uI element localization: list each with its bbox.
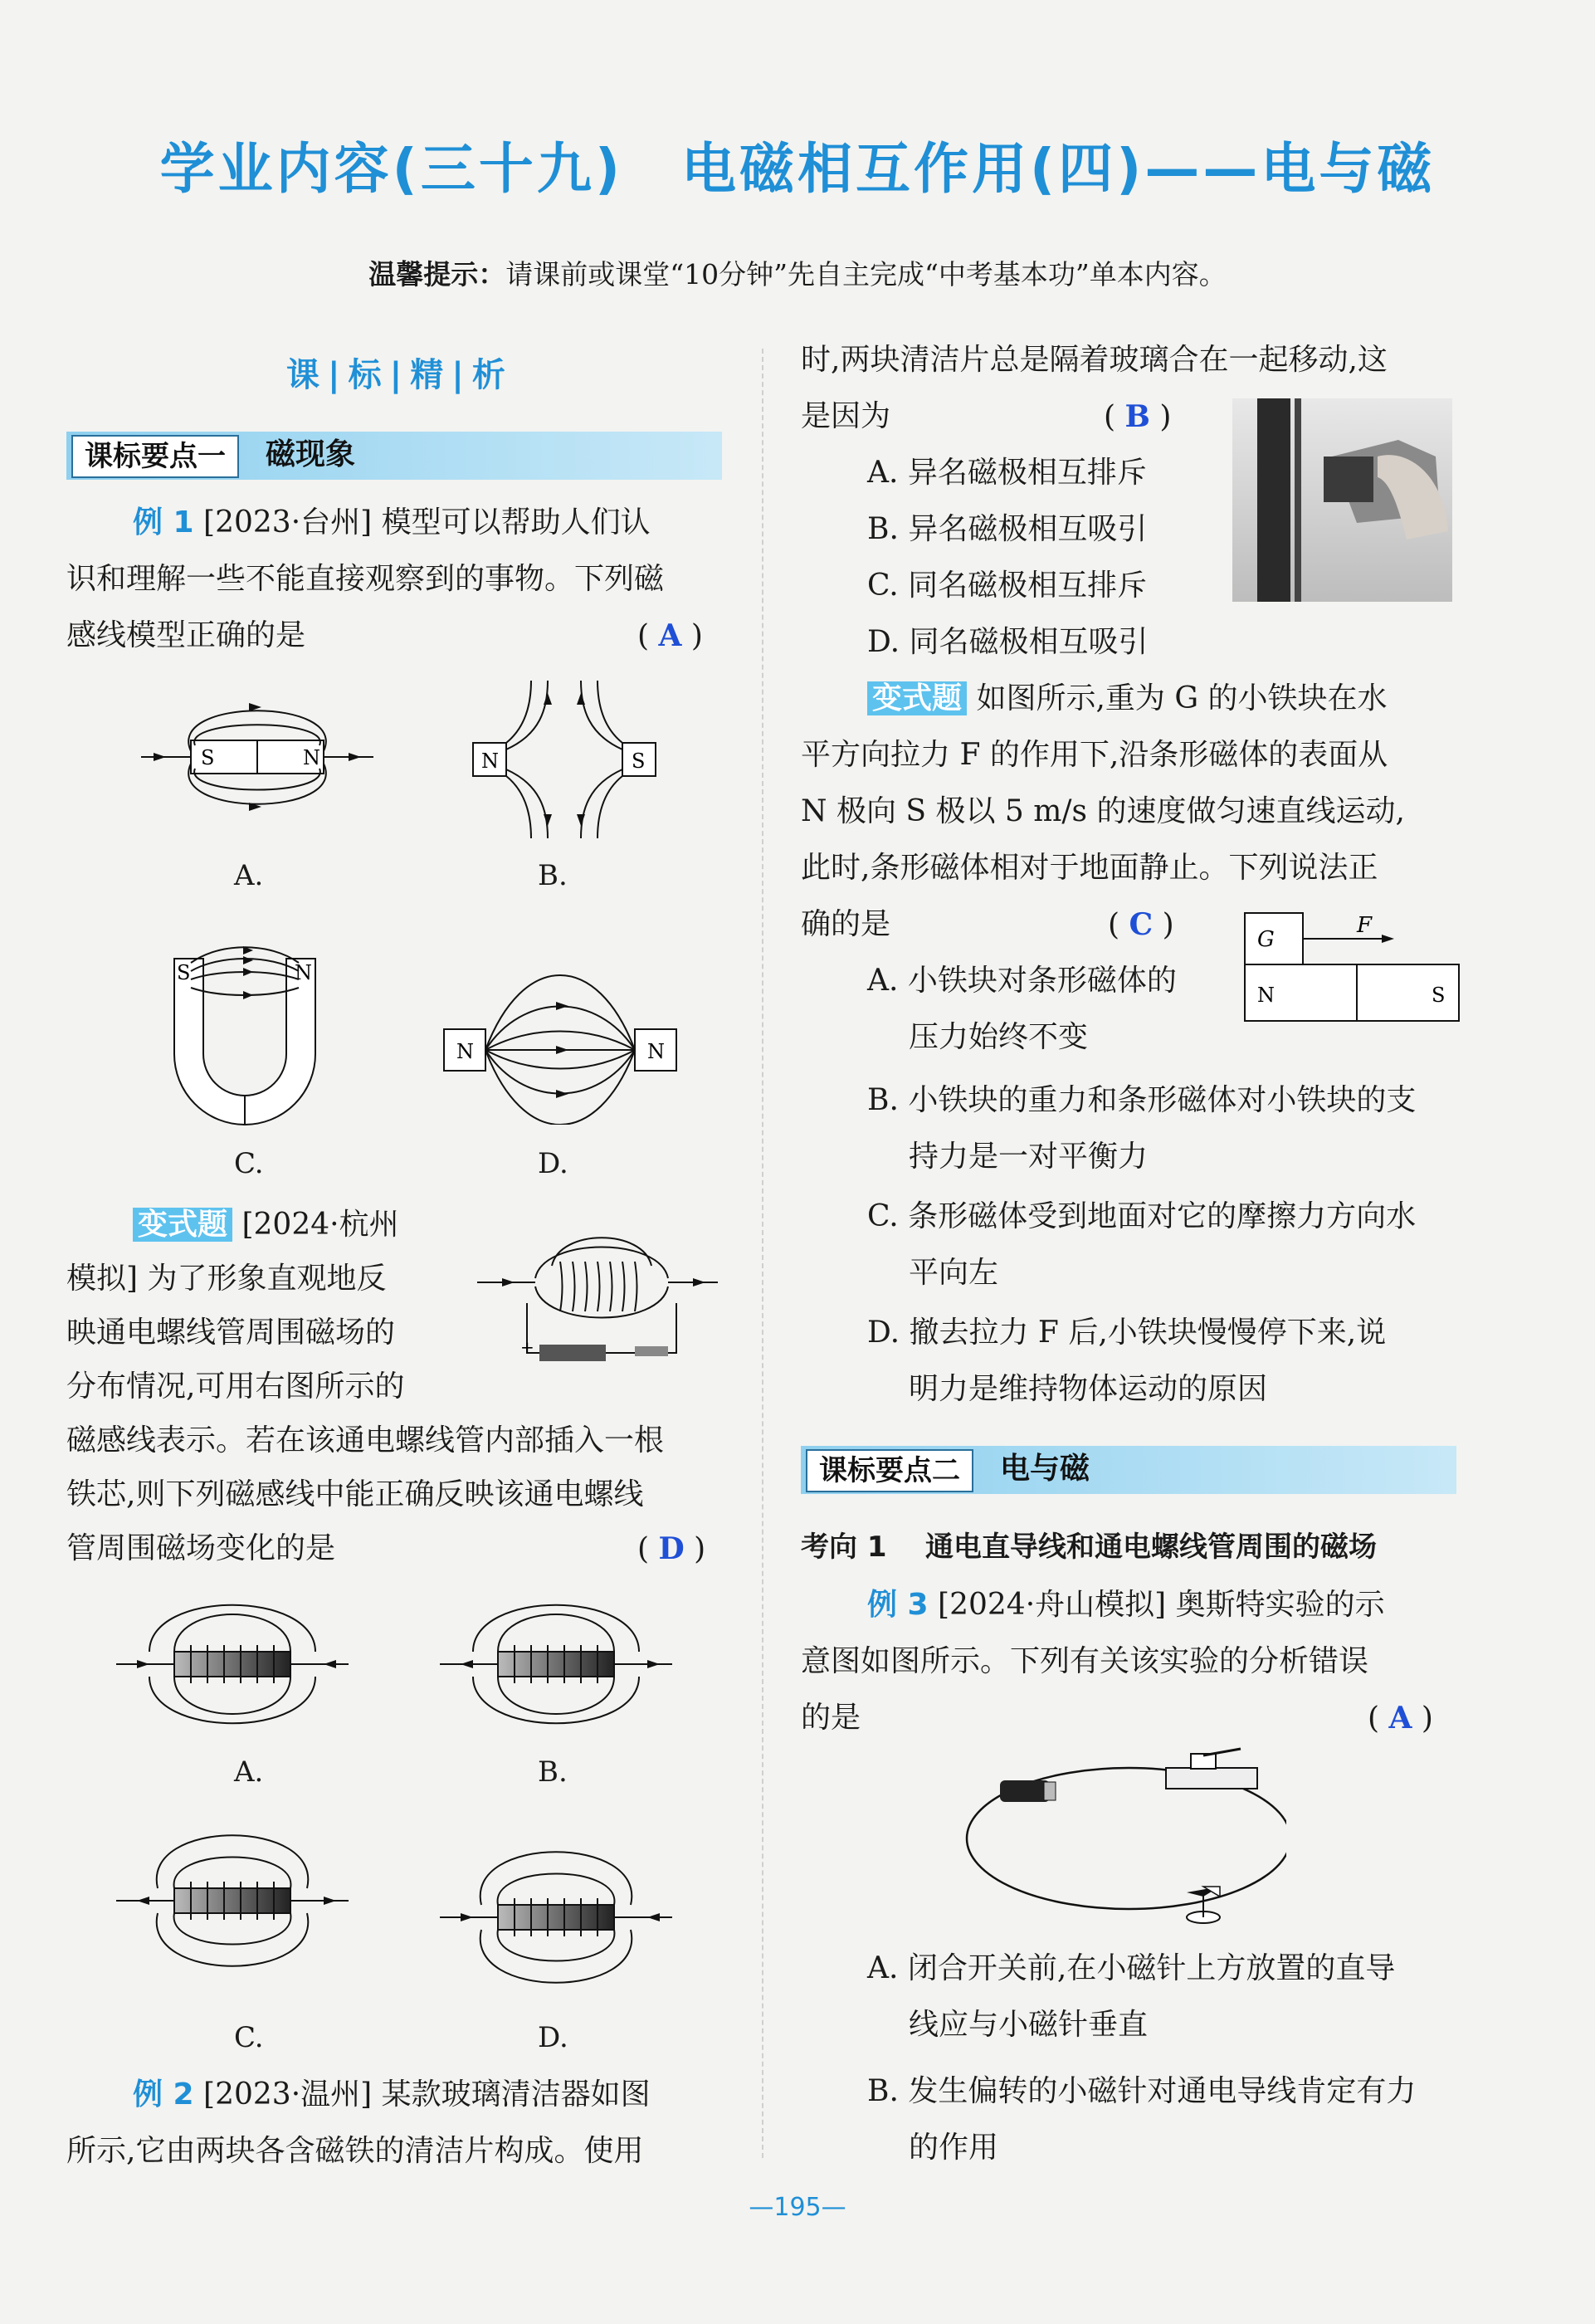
photo-glass-cleaner	[1232, 398, 1452, 602]
example-1-line-2: 识和理解一些不能直接观察到的事物。下列磁	[66, 562, 665, 596]
option-label: C.	[234, 2021, 264, 2054]
force-label: F	[1357, 913, 1373, 938]
text-line: [2023·台州] 模型可以帮助人们认	[203, 505, 651, 540]
band-value: 电与磁	[1000, 1452, 1090, 1486]
kaoxiang-text: 通电直导线和通电螺线管周围的磁场	[925, 1531, 1377, 1564]
text-line: [2024·杭州	[241, 1208, 399, 1242]
weight-label: G	[1257, 927, 1275, 952]
option-b-line-2: 持力是一对平衡力	[909, 1140, 1149, 1174]
option-label: A.	[234, 1755, 264, 1789]
answer: A	[658, 618, 682, 653]
variant-2-line-3: N 极向 S 极以 5 m/s 的速度做匀速直线运动,	[801, 794, 1405, 828]
variant-tag: 变式题	[133, 1208, 232, 1242]
example-1-line-1	[133, 495, 651, 551]
example-3-line-2: 意图如图所示。下列有关该实验的分析错误	[801, 1644, 1369, 1678]
option-a: A. 异名磁极相互排斥	[867, 456, 1147, 490]
example-2-line-2: 所示,它由两块各含磁铁的清洁片构成。使用	[66, 2134, 644, 2168]
pole-label: N	[303, 746, 320, 769]
pole-label: N	[456, 1040, 474, 1063]
option-a-line-1: A. 小铁块对条形磁体的	[867, 964, 1177, 998]
section-band-1	[66, 432, 722, 480]
option-d-line-1: D. 撤去拉力 F 后,小铁块慢慢停下来,说	[867, 1316, 1387, 1350]
page-title: 学业内容(三十九) 电磁相互作用(四)——电与磁	[159, 137, 1436, 201]
variant-1-line-7: 管周围磁场变化的是	[66, 1531, 336, 1565]
section-band-2	[801, 1446, 1456, 1494]
option-a-line-2: 线应与小磁针垂直	[909, 2008, 1149, 2042]
column-divider	[762, 349, 763, 2158]
figure-v1a-solenoid	[116, 1594, 349, 1735]
answer-paren: ( C )	[1108, 907, 1174, 942]
text-line: [2024·舟山模拟] 奥斯特实验的示	[938, 1588, 1385, 1622]
variant-1-line-1	[133, 1197, 399, 1253]
option-c-line-1: C. 条形磁体受到地面对它的摩擦力方向水	[867, 1199, 1417, 1233]
text-line: 如图所示,重为 G 的小铁块在水	[976, 681, 1388, 715]
pole-label: S	[1432, 984, 1446, 1007]
option-d: D. 同名磁极相互吸引	[867, 625, 1149, 659]
hint-label: 温馨提示：	[368, 258, 506, 290]
figure-1a-bar-magnet	[133, 681, 382, 822]
option-b: B. 异名磁极相互吸引	[867, 512, 1148, 546]
option-b-line-1: B. 小铁块的重力和条形磁体对小铁块的支	[867, 1083, 1417, 1117]
pole-label: S	[177, 961, 191, 984]
band-key: 课标要点二	[806, 1449, 973, 1492]
option-label: B.	[538, 1755, 568, 1789]
pole-label: N	[481, 749, 499, 773]
example-tag: 例 2	[133, 2077, 194, 2112]
hint-text: 请课前或课堂“10分钟”先自主完成“中考基本功”单本内容。	[505, 258, 1227, 290]
answer: B	[1124, 399, 1150, 434]
example-3-line-1	[867, 1577, 1385, 1633]
figure-oersted-experiment	[954, 1747, 1286, 1934]
figure-iron-block-on-magnet	[1241, 909, 1465, 1025]
variant-1-line-6: 铁芯,则下列磁感线中能正确反映该通电螺线	[66, 1477, 644, 1511]
pole-label: N	[647, 1040, 665, 1063]
example-tag: 例 3	[867, 1588, 929, 1622]
pole-label: N	[295, 961, 312, 984]
answer-paren: ( A )	[637, 618, 703, 653]
answer-paren: ( B )	[1104, 399, 1172, 434]
variant-1-line-5: 磁感线表示。若在该通电螺线管内部插入一根	[66, 1423, 665, 1457]
variant-1-line-2: 模拟] 为了形象直观地反	[66, 1262, 387, 1296]
hint-line	[0, 253, 1595, 292]
figure-solenoid-circuit	[477, 1228, 718, 1370]
option-a-line-2: 压力始终不变	[909, 1020, 1089, 1054]
pole-label: N	[1257, 984, 1275, 1007]
option-label: B.	[538, 859, 568, 892]
answer-paren: ( A )	[1368, 1701, 1433, 1736]
example-2-cont-line-2: 是因为	[801, 399, 891, 433]
variant-2-line-2: 平方向拉力 F 的作用下,沿条形磁体的表面从	[801, 738, 1388, 772]
kaoxiang-label: 考向 1	[801, 1531, 887, 1564]
figure-v1d-solenoid	[440, 1830, 672, 2004]
answer: C	[1129, 907, 1154, 942]
variant-2-line-1	[867, 671, 1388, 727]
option-d-line-2: 明力是维持物体运动的原因	[909, 1372, 1268, 1406]
section-heading: 课|标|精|析	[286, 356, 514, 394]
option-label: C.	[234, 1147, 264, 1180]
figure-v1b-solenoid	[440, 1594, 672, 1735]
page-number: —195—	[749, 2193, 846, 2222]
answer: D	[658, 1531, 685, 1566]
answer-paren: ( D )	[637, 1531, 706, 1566]
example-2-line-1	[133, 2067, 651, 2123]
example-1-line-3: 感线模型正确的是	[66, 618, 306, 652]
variant-tag: 变式题	[867, 681, 967, 715]
figure-1b-facing-poles	[456, 676, 672, 842]
option-label: D.	[538, 1147, 568, 1180]
example-tag: 例 1	[133, 505, 194, 540]
variant-1-line-3: 映通电螺线管周围磁场的	[66, 1316, 396, 1350]
variant-2-line-5: 确的是	[801, 907, 891, 941]
option-label: A.	[234, 859, 264, 892]
example-2-cont-line-1: 时,两块清洁片总是隔着玻璃合在一起移动,这	[801, 343, 1388, 377]
band-value: 磁现象	[266, 437, 356, 471]
figure-1c-horseshoe-magnet	[162, 946, 328, 1129]
option-a-line-1: A. 闭合开关前,在小磁针上方放置的直导	[867, 1951, 1396, 1985]
figure-v1c-solenoid	[116, 1814, 349, 1988]
figure-1d-like-poles	[440, 967, 680, 1125]
answer: A	[1388, 1701, 1412, 1736]
option-b-line-2: 的作用	[909, 2131, 999, 2165]
svg-text:+: +	[520, 1337, 534, 1357]
band-key: 课标要点一	[71, 435, 239, 478]
text-line: [2023·温州] 某款玻璃清洁器如图	[203, 2077, 651, 2112]
variant-1-line-4: 分布情况,可用右图所示的	[66, 1370, 405, 1404]
option-c-line-2: 平向左	[909, 1256, 999, 1290]
option-label: D.	[538, 2021, 568, 2054]
example-3-line-3: 的是	[801, 1701, 861, 1735]
option-c: C. 同名磁极相互排斥	[867, 569, 1148, 603]
variant-2-line-4: 此时,条形磁体相对于地面静止。下列说法正	[801, 851, 1378, 885]
pole-label: S	[201, 746, 215, 769]
option-b-line-1: B. 发生偏转的小磁针对通电导线肯定有力	[867, 2074, 1417, 2108]
pole-label: S	[632, 749, 646, 773]
